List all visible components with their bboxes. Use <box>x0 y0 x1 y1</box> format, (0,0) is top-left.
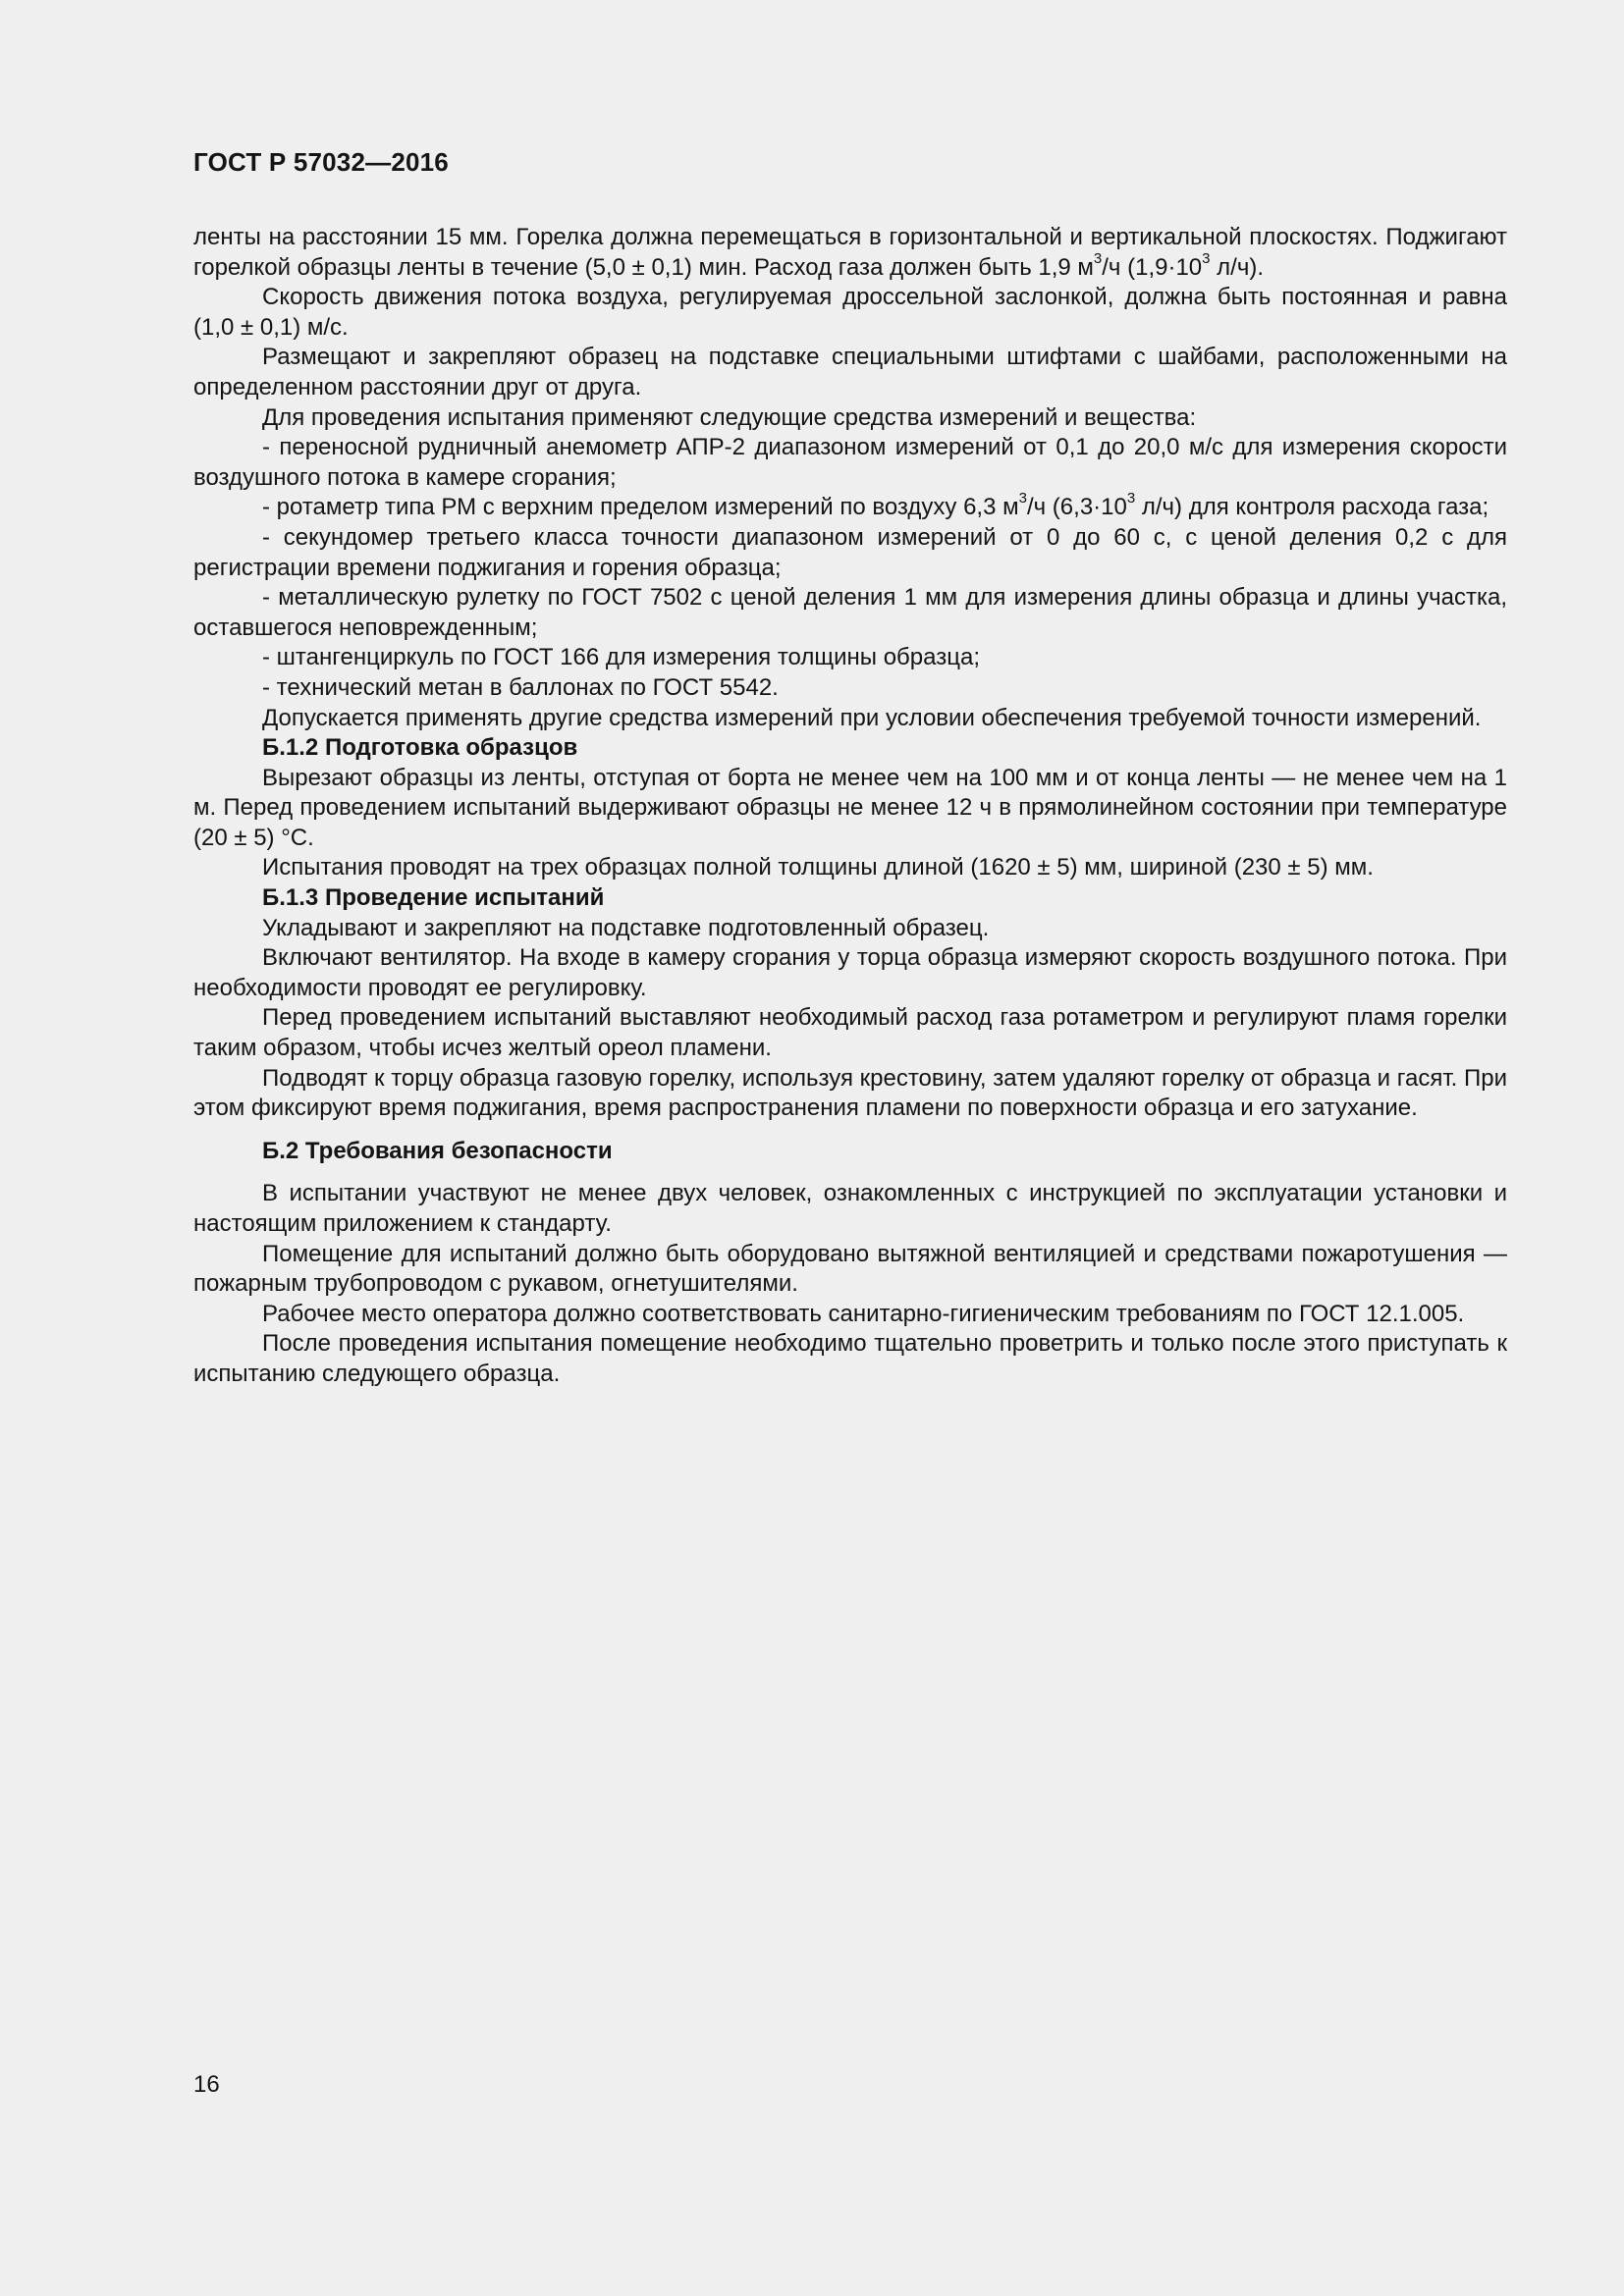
text-run: л/ч). <box>1210 253 1265 281</box>
text-run: Рабочее место оператора должно соответствовать санитарно-гигиеническим требованиям по ГОСТ 12.1.005. <box>262 1300 1465 1327</box>
body-paragraph <box>193 1003 1507 1063</box>
document-body <box>193 223 1507 1390</box>
text-run: Укладывают и закрепляют на подставке подготовленный образец. <box>262 914 990 941</box>
body-paragraph <box>193 673 1507 704</box>
text-run: - ротаметр типа РМ с верхним пределом измерений по воздуху 6,3 м <box>262 494 1019 521</box>
text-run: - переносной рудничный анемометр АПР-2 диапазоном измерений от 0,1 до 20,0 м/с для измерения скорости воздушного потока в камере сгорания; <box>193 434 1507 491</box>
body-paragraph <box>193 1064 1507 1124</box>
text-run: Вырезают образцы из ленты, отступая от борта не менее чем на 100 мм и от конца ленты — не менее чем на 1 м. Перед проведением испытаний выдерживают образцы не менее 12 ч в прямолинейном состоянии при температуре (20 ± 5) °С. <box>193 764 1507 851</box>
text-run: - секундомер третьего класса точности диапазоном измерений от 0 до 60 с, с ценой деления 0,2 с для регистрации времени поджигания и горения образца; <box>193 523 1507 581</box>
text-run: л/ч) для контроля расхода газа; <box>1135 494 1489 521</box>
body-paragraph <box>193 764 1507 854</box>
text-run: Размещают и закрепляют образец на подставке специальными штифтами с шайбами, расположенными на определенном расстоянии друг от друга. <box>193 344 1507 400</box>
document-header-code: ГОСТ Р 57032—2016 <box>193 147 449 177</box>
body-paragraph <box>193 853 1507 883</box>
text-run: Перед проведением испытаний выставляют необходимый расход газа ротаметром и регулируют пламя горелки таким образом, чтобы исчез желтый ореол пламени. <box>193 1004 1507 1062</box>
body-paragraph <box>193 283 1507 343</box>
text-run: Для проведения испытания применяют следующие средства измерений и вещества: <box>262 403 1197 431</box>
body-paragraph <box>193 223 1507 283</box>
text-run: Помещение для испытаний должно быть оборудовано вытяжной вентиляцией и средствами пожаротушения — пожарным трубопроводом с рукавом, огнетушителями. <box>193 1240 1507 1298</box>
body-paragraph <box>193 433 1507 493</box>
body-paragraph <box>193 490 1507 523</box>
body-paragraph <box>193 943 1507 1003</box>
text-run: /ч (6,3·10 <box>1026 494 1127 521</box>
text-run: После проведения испытания помещение необходимо тщательно проветрить и только после этого приступать к испытанию следующего образца. <box>193 1330 1507 1387</box>
body-paragraph <box>193 1240 1507 1300</box>
text-run: Подводят к торцу образца газовую горелку, используя крестовину, затем удаляют горелку от образца и гасят. При этом фиксируют время поджигания, время распространения пламени по поверхности образца и его затухание. <box>193 1064 1507 1122</box>
body-paragraph <box>193 1179 1507 1239</box>
text-run: - технический метан в баллонах по ГОСТ 5542. <box>262 673 779 701</box>
text-run: ленты на расстоянии 15 мм. Горелка должна перемещаться в горизонтальной и вертикальной плоскостях. Поджигают горелкой образцы ленты в течение (5,0 ± 0,1) мин. Расход газа должен быть 1,9 м <box>193 224 1507 281</box>
body-paragraph <box>193 583 1507 643</box>
body-paragraph <box>193 403 1507 434</box>
section-heading <box>193 1137 1507 1167</box>
body-paragraph <box>193 523 1507 583</box>
text-run: Б.2 Требования безопасности <box>262 1137 613 1164</box>
text-run: Б.1.3 Проведение испытаний <box>262 884 605 912</box>
text-run: Скорость движения потока воздуха, регулируемая дроссельной заслонкой, должна быть постоянная и равна (1,0 ± 0,1) м/с. <box>193 284 1507 341</box>
subsection-heading <box>193 733 1507 764</box>
page-number: 16 <box>193 2071 220 2098</box>
superscript: 3 <box>1126 490 1136 507</box>
subsection-heading <box>193 883 1507 914</box>
body-paragraph <box>193 1300 1507 1330</box>
text-run: - штангенциркуль по ГОСТ 166 для измерения толщины образца; <box>262 644 980 671</box>
text-run: - металлическую рулетку по ГОСТ 7502 с ценой деления 1 мм для измерения длины образца и длины участка, оставшегося неповрежденным; <box>193 584 1507 641</box>
body-paragraph <box>193 914 1507 944</box>
text-run: Допускается применять другие средства измерений при условии обеспечения требуемой точности измерений. <box>262 704 1482 731</box>
text-run: Б.1.2 Подготовка образцов <box>262 734 578 762</box>
text-run: Испытания проводят на трех образцах полной толщины длиной (1620 ± 5) мм, шириной (230 ± 5) мм. <box>262 854 1374 881</box>
superscript: 3 <box>1018 490 1027 507</box>
body-paragraph <box>193 1329 1507 1389</box>
text-run: В испытании участвуют не менее двух человек, ознакомленных с инструкцией по эксплуатации установки и настоящим приложением к стандарту. <box>193 1180 1507 1237</box>
body-paragraph <box>193 643 1507 673</box>
body-paragraph <box>193 343 1507 402</box>
text-run: Включают вентилятор. На входе в камеру сгорания у торца образца измеряют скорость воздушного потока. При необходимости проводят ее регулировку. <box>193 944 1507 1001</box>
body-paragraph <box>193 704 1507 734</box>
superscript: 3 <box>1093 249 1103 267</box>
superscript: 3 <box>1202 249 1211 267</box>
text-run: /ч (1,9·10 <box>1102 253 1203 281</box>
